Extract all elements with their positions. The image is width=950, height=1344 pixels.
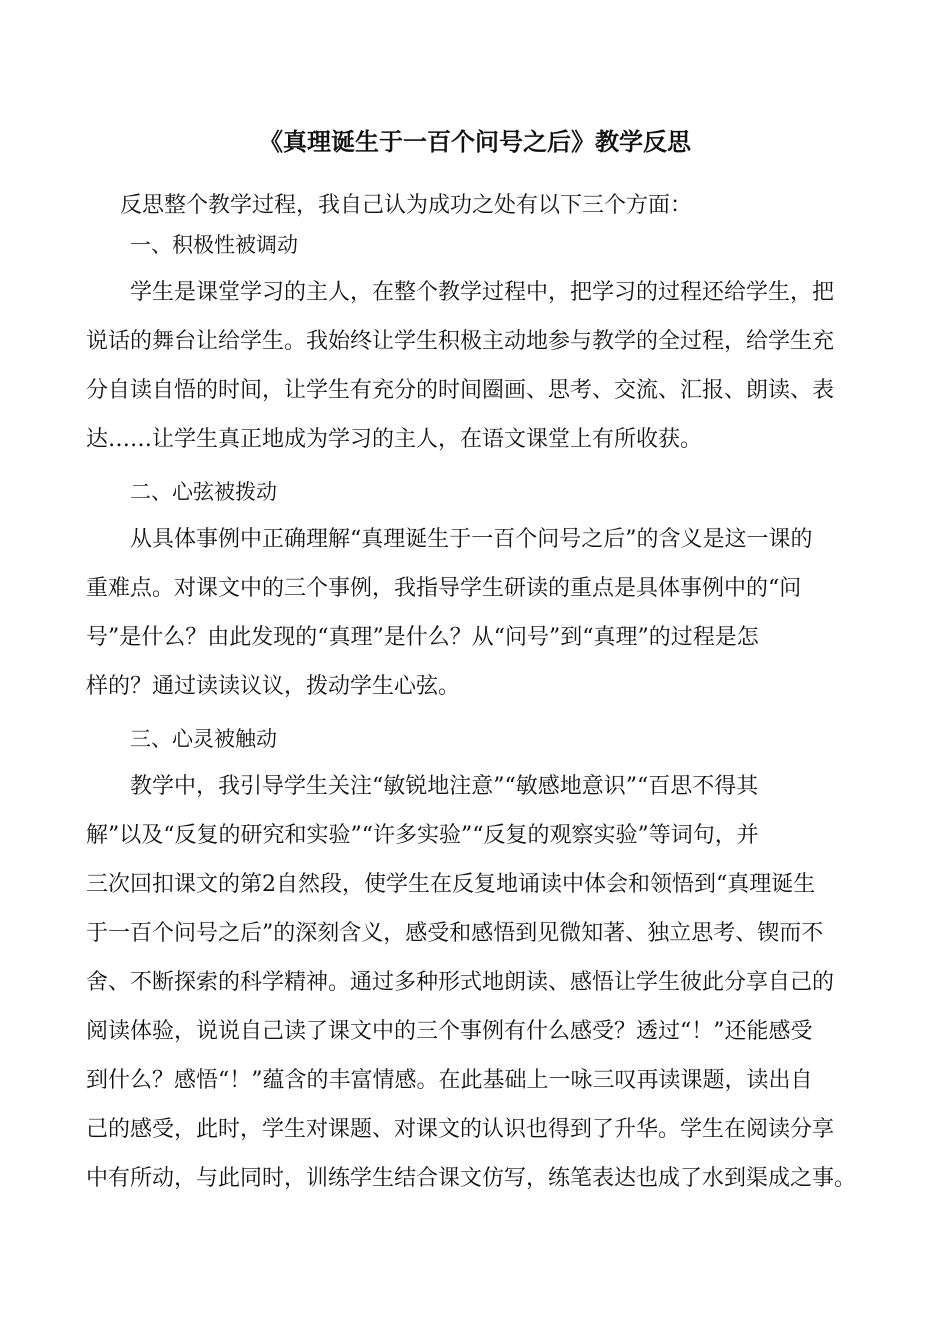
paragraph-line: 号”是什么？由此发现的“真理”是什么？从“问号”到“真理”的过程是怎 [86, 625, 759, 650]
paragraph-line: 达……让学生真正地成为学习的主人，在语文课堂上有所收获。 [86, 427, 703, 452]
section-heading-2: 二、心弦被拨动 [130, 480, 277, 504]
document-title: 《真理诞生于一百个问号之后》教学反思 [259, 128, 691, 156]
section-3-paragraph [86, 762, 866, 1203]
paragraph-line: 教学中，我引导学生关注“敏锐地注意”“敏感地意识”“百思不得其 [130, 774, 759, 799]
intro-paragraph [86, 181, 866, 230]
section-heading-3: 三、心灵被触动 [130, 727, 277, 751]
section-1-paragraph [86, 268, 866, 464]
paragraph-line: 样的？通过读读议议，拨动学生心弦。 [86, 674, 461, 699]
paragraph-line: 己的感受，此时，学生对课题、对课文的认识也得到了升华。学生在阅读分享 [86, 1117, 835, 1142]
paragraph-line: 中有所动，与此同时，训练学生结合课文仿写，练笔表达也成了水到渠成之事。 [86, 1166, 857, 1191]
paragraph-line: 舍、不断探索的科学精神。通过多种形式地朗读、感悟让学生彼此分享自己的 [86, 970, 835, 995]
section-2-paragraph [86, 515, 866, 711]
paragraph-line: 学生是课堂学习的主人，在整个教学过程中，把学习的过程还给学生，把 [130, 280, 835, 305]
paragraph-line: 分自读自悟的时间，让学生有充分的时间圈画、思考、交流、汇报、朗读、表 [86, 378, 835, 403]
paragraph-line: 说话的舞台让给学生。我始终让学生积极主动地参与教学的全过程，给学生充 [86, 329, 835, 354]
paragraph-line: 三次回扣课文的第2自然段，使学生在反复地诵读中体会和领悟到“真理诞生 [86, 872, 816, 897]
paragraph-line: 于一百个问号之后”的深刻含义，感受和感悟到见微知著、独立思考、锲而不 [86, 921, 824, 946]
paragraph-line: 解”以及“反复的研究和实验”“许多实验”“反复的观察实验”等词句，并 [86, 823, 759, 848]
section-heading-1: 一、积极性被调动 [130, 233, 298, 257]
paragraph-line: 阅读体验，说说自己读了课文中的三个事例有什么感受？透过“！”还能感受 [86, 1019, 813, 1044]
paragraph-line: 重难点。对课文中的三个事例，我指导学生研读的重点是具体事例中的“问 [86, 576, 802, 601]
paragraph-line: 到什么？感悟“！”蕴含的丰富情感。在此基础上一咏三叹再读课题，读出自 [86, 1068, 813, 1093]
intro-line: 反思整个教学过程，我自己认为成功之处有以下三个方面： [120, 193, 693, 218]
paragraph-line: 从具体事例中正确理解“真理诞生于一百个问号之后”的含义是这一课的 [130, 527, 813, 552]
